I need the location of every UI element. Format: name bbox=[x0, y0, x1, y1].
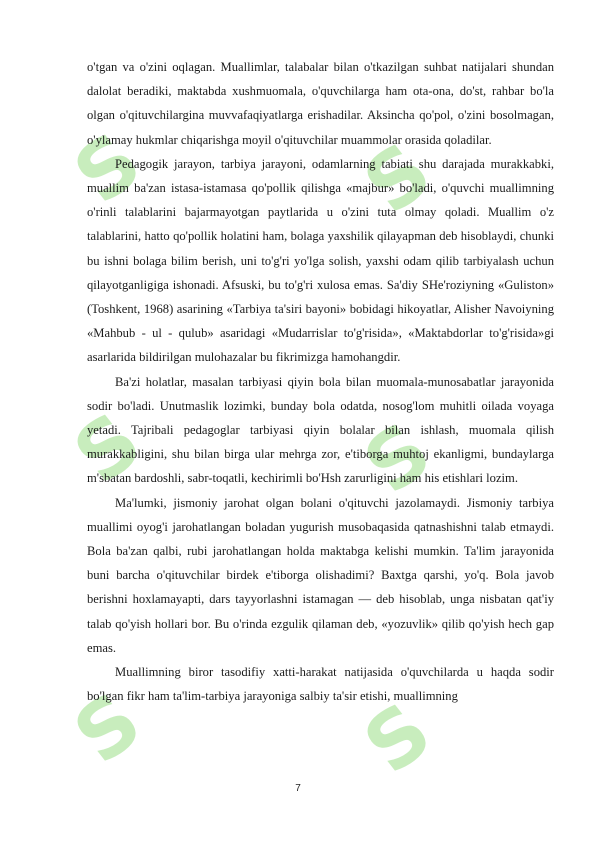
watermark-logo-icon: S bbox=[348, 406, 448, 512]
paragraph: Muallimning biror tasodifiy xatti-harakat natijasida o'quvchilarda u haqda sodir bo'lgan fikr ham ta'lim-tarbiya jarayoniga salbiy ta'sir etishi, muallimning bbox=[87, 665, 554, 704]
watermark-logo-icon: S bbox=[58, 116, 158, 222]
watermark-logo-icon: S bbox=[348, 686, 448, 792]
paragraph: Ma'lumki, jismoniy jarohat olgan bolani o'qituvchi jazolamaydi. Jismoniy tarbiya muallimi oyog'i jarohatlangan boladan yugurish musobaqasida qatnashishni talab etmaydi. Bola ba'zan qalbi, rubi jarohatlangan holda maktabga kelishi mumkin. Ta'lim jarayonida buni barcha o'qituvchilar birdek e'tiborga olishadimi? Baxtga qarshi, yo'q. Bola javob berishni hoxlamayapti, dars tayyorlashni istamagan — deb hisoblab, unga nisbatan qat'iy talab qo'yish hollari bor. Bu o'rinda ezgulik qilaman deb, «yozuvlik» qilib qo'yish hech gap emas. bbox=[87, 495, 554, 655]
page-number: 7 bbox=[295, 783, 301, 794]
paragraph: Ba'zi holatlar, masalan tarbiyasi qiyin bola bilan muomala-munosabatlar jarayonida sodir bo'ladi. Unutmaslik lozimki, bunday bola odatda, nosog'lom muhitli oilada voyaga yetadi. Tajribali pedagoglar tarbiyasi qiyin bolalar bilan ishlash, muomala qilish murakkabligini, shu bilan birga ular mehrga zor, e'tiborga muhtoj ekanligmi, bundaylarga m'sbatan bardoshli, sabr-toqatli, kechirimli bo'Hsh zarurligini ham his etishlari lozim. bbox=[87, 374, 554, 486]
paragraph: Pedagogik jarayon, tarbiya jarayoni, odamlarning tabiati shu darajada murakkabki, muallim ba'zan istasa-istamasa qo'pollik qilishga «majbur» bo'ladi, o'quvchi muallimning o'rinli talablarini bajarmayotgan paytlarida u o'zini tuta olmay qoladi. Muallim o'z talablarini, hatto qo'pollik holatini ham, bolaga yaxshilik qilayapman deb hisoblaydi, chunki bu ishni bolaga bilim berish, uni to'g'ri yo'lga solish, yaxshi odam qilib tarbiyalash uchun qilayotganligiga ishonadi. Afsuski, bu to'g'ri xulosa emas. Sa'diy SHe'roziyning «Guliston» (Toshkent, 1968) asarining «Tarbiya ta'siri bayoni» bobidagi hikoyatlar, Alisher Navoiyning «Mahbub - ul - qulub» asaridagi «Mudarrislar to'g'risida», «Maktabdorlar to'g'risida»gi asarlarida bildirilgan mulohazalar bu fikrimizga hamohangdir. bbox=[87, 156, 554, 365]
body-text bbox=[87, 55, 554, 708]
paragraph: o'tgan va o'zini oqlagan. Muallimlar, talabalar bilan o'tkazilgan suhbat natijalari shundan dalolat beradiki, maktabda xushmuomala, o'quvchilarga ham ota-ona, do'st, rahbar bo'la olgan o'qituvchilargina muvvafaqiyatlarga erishadilar. Aksincha qo'pol, o'zini bosolmagan, o'ylamay hukmlar chiqarishga moyil o'qituvchilar muammolar orasida qoladilar. bbox=[87, 60, 554, 147]
watermark-logo-icon: S bbox=[348, 126, 448, 232]
watermark-logo-icon: S bbox=[58, 396, 158, 502]
watermark-logo-icon: S bbox=[58, 676, 158, 782]
